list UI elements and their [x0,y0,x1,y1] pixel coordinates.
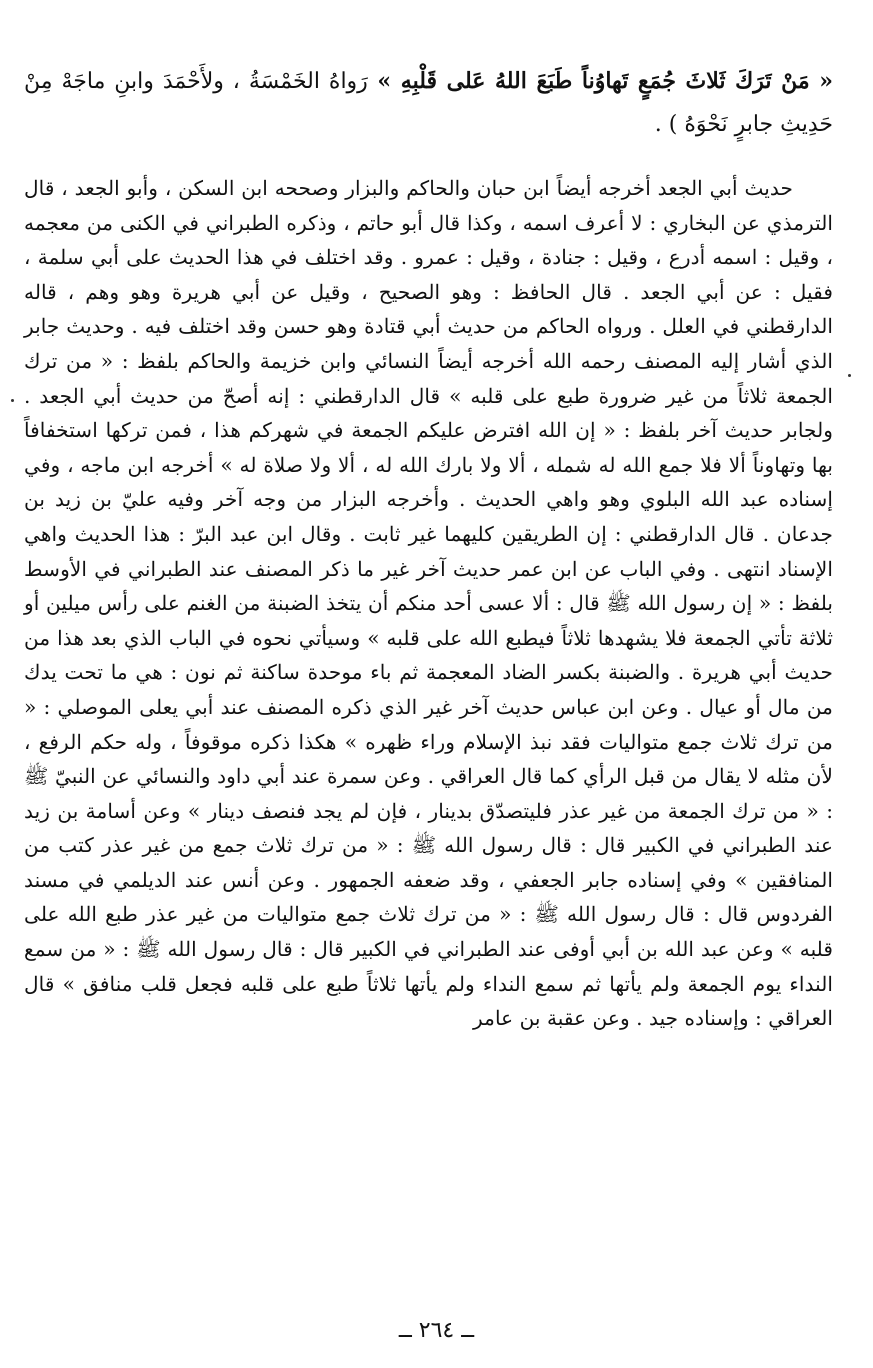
commentary-text: حديث أبي الجعد أخرجه أيضاً ابن حبان والحاكم والبزار وصححه ابن السكن ، وأبو الجعد ، قال الترمذي عن البخاري : لا أعرف اسمه ، وكذا قال أبو حاتم ، وذكره الطبراني في الكنى من معجمه ، وقيل : اسمه أدرع ، وقيل : جنادة ، وقيل : عمرو . وقد اختلف في هذا الحديث على أبي سلمة ، فقيل : عن أبي الجعد . قال الحافظ : وهو الصحيح ، وقيل عن أبي هريرة وهو وهم ، قاله الدارقطني في العلل . ورواه الحاكم من حديث أبي قتادة وهو حسن وقد اختلف فيه . وحديث جابر الذي أشار إليه المصنف رحمه الله أخرجه أيضاً النسائي وابن خزيمة والحاكم بلفظ : « من ترك الجمعة ثلاثاً من غير ضرورة طبع على قلبه » قال الدارقطني : إنه أصحّ من حديث أبي الجعد . ولجابر حديث آخر بلفظ : « إن الله افترض عليكم الجمعة في شهركم هذا ، فمن تركها استخفافاً بها وتهاوناً ألا فلا جمع الله له شمله ، ألا ولا بارك الله له ، ألا ولا صلاة له » أخرجه ابن ماجه ، وفي إسناده عبد الله البلوي وهو واهي الحديث . وأخرجه البزار من وجه آخر وفيه عليّ بن زيد بن جدعان . قال الدارقطني : إن الطريقين كليهما غير ثابت . وقال ابن عبد البرّ : هذا الحديث واهي الإسناد انتهى . وفي الباب عن ابن عمر حديث آخر غير ما ذكر المصنف عند الطبراني في الأوسط بلفظ : « إن رسول الله ﷺ قال : ألا عسى أحد منكم أن يتخذ الضبنة من الغنم على رأس ميلين أو ثلاثة تأتي الجمعة فلا يشهدها ثلاثاً فيطبع الله على قلبه » وسيأتي نحوه في الباب الذي بعد هذا من حديث أبي هريرة . والضبنة بكسر الضاد المعجمة ثم باء موحدة ساكنة ثم نون : هي ما تحت يدك من مال أو عيال . وعن ابن عباس حديث آخر غير الذي ذكره المصنف عند أبي يعلى الموصلي : « من ترك ثلاث جمع متواليات فقد نبذ الإسلام وراء ظهره » هكذا ذكره موقوفاً ، وله حكم الرفع ، لأن مثله لا يقال من قبل الرأي كما قال العراقي . وعن سمرة عند أبي داود والنسائي عن النبيّ ﷺ : « من ترك الجمعة من غير عذر فليتصدّق بدينار ، فإن لم يجد فنصف دينار » وعن أسامة بن زيد عند الطبراني في الكبير قال : قال رسول الله ﷺ : « من ترك ثلاث جمع من غير عذر كتب من المنافقين » وفي إسناده جابر الجعفي ، وقد ضعفه الجمهور . وعن أنس عند الديلمي في مسند الفردوس قال : قال رسول الله ﷺ : « من ترك ثلاث جمع متواليات من غير عذر طبع الله على قلبه » وعن عبد الله بن أبي أوفى عند الطبراني في الكبير قال : قال رسول الله ﷺ : « من سمع النداء يوم الجمعة ولم يأتها ثم سمع النداء ولم يأتها ثلاثاً طبع على قلبه فجعل قلب منافق » قال العراقي : وإسناده جيد . وعن عقبة بن عامر [24,176,833,1031]
page-number: ــ ٢٦٤ ــ [398,1318,475,1343]
commentary [24,171,833,1036]
commentary-paragraph [24,171,833,1036]
hadith-text [24,60,833,146]
hadith-attribution: رَواهُ الخَمْسَةُ ، ولأَحْمَدَ وابنِ ماجَهْ مِنْ حَدِيثِ جابرٍ نَحْوَهُ ) . [24,69,833,137]
hadith-quote: « مَنْ تَرَكَ ثَلاثَ جُمَعٍ تَهاوُناً طَبَعَ اللهُ عَلى قَلْبِهِ » [377,68,833,94]
scan-speck [11,399,14,402]
page-body [24,60,833,1368]
scan-speck [848,374,851,377]
